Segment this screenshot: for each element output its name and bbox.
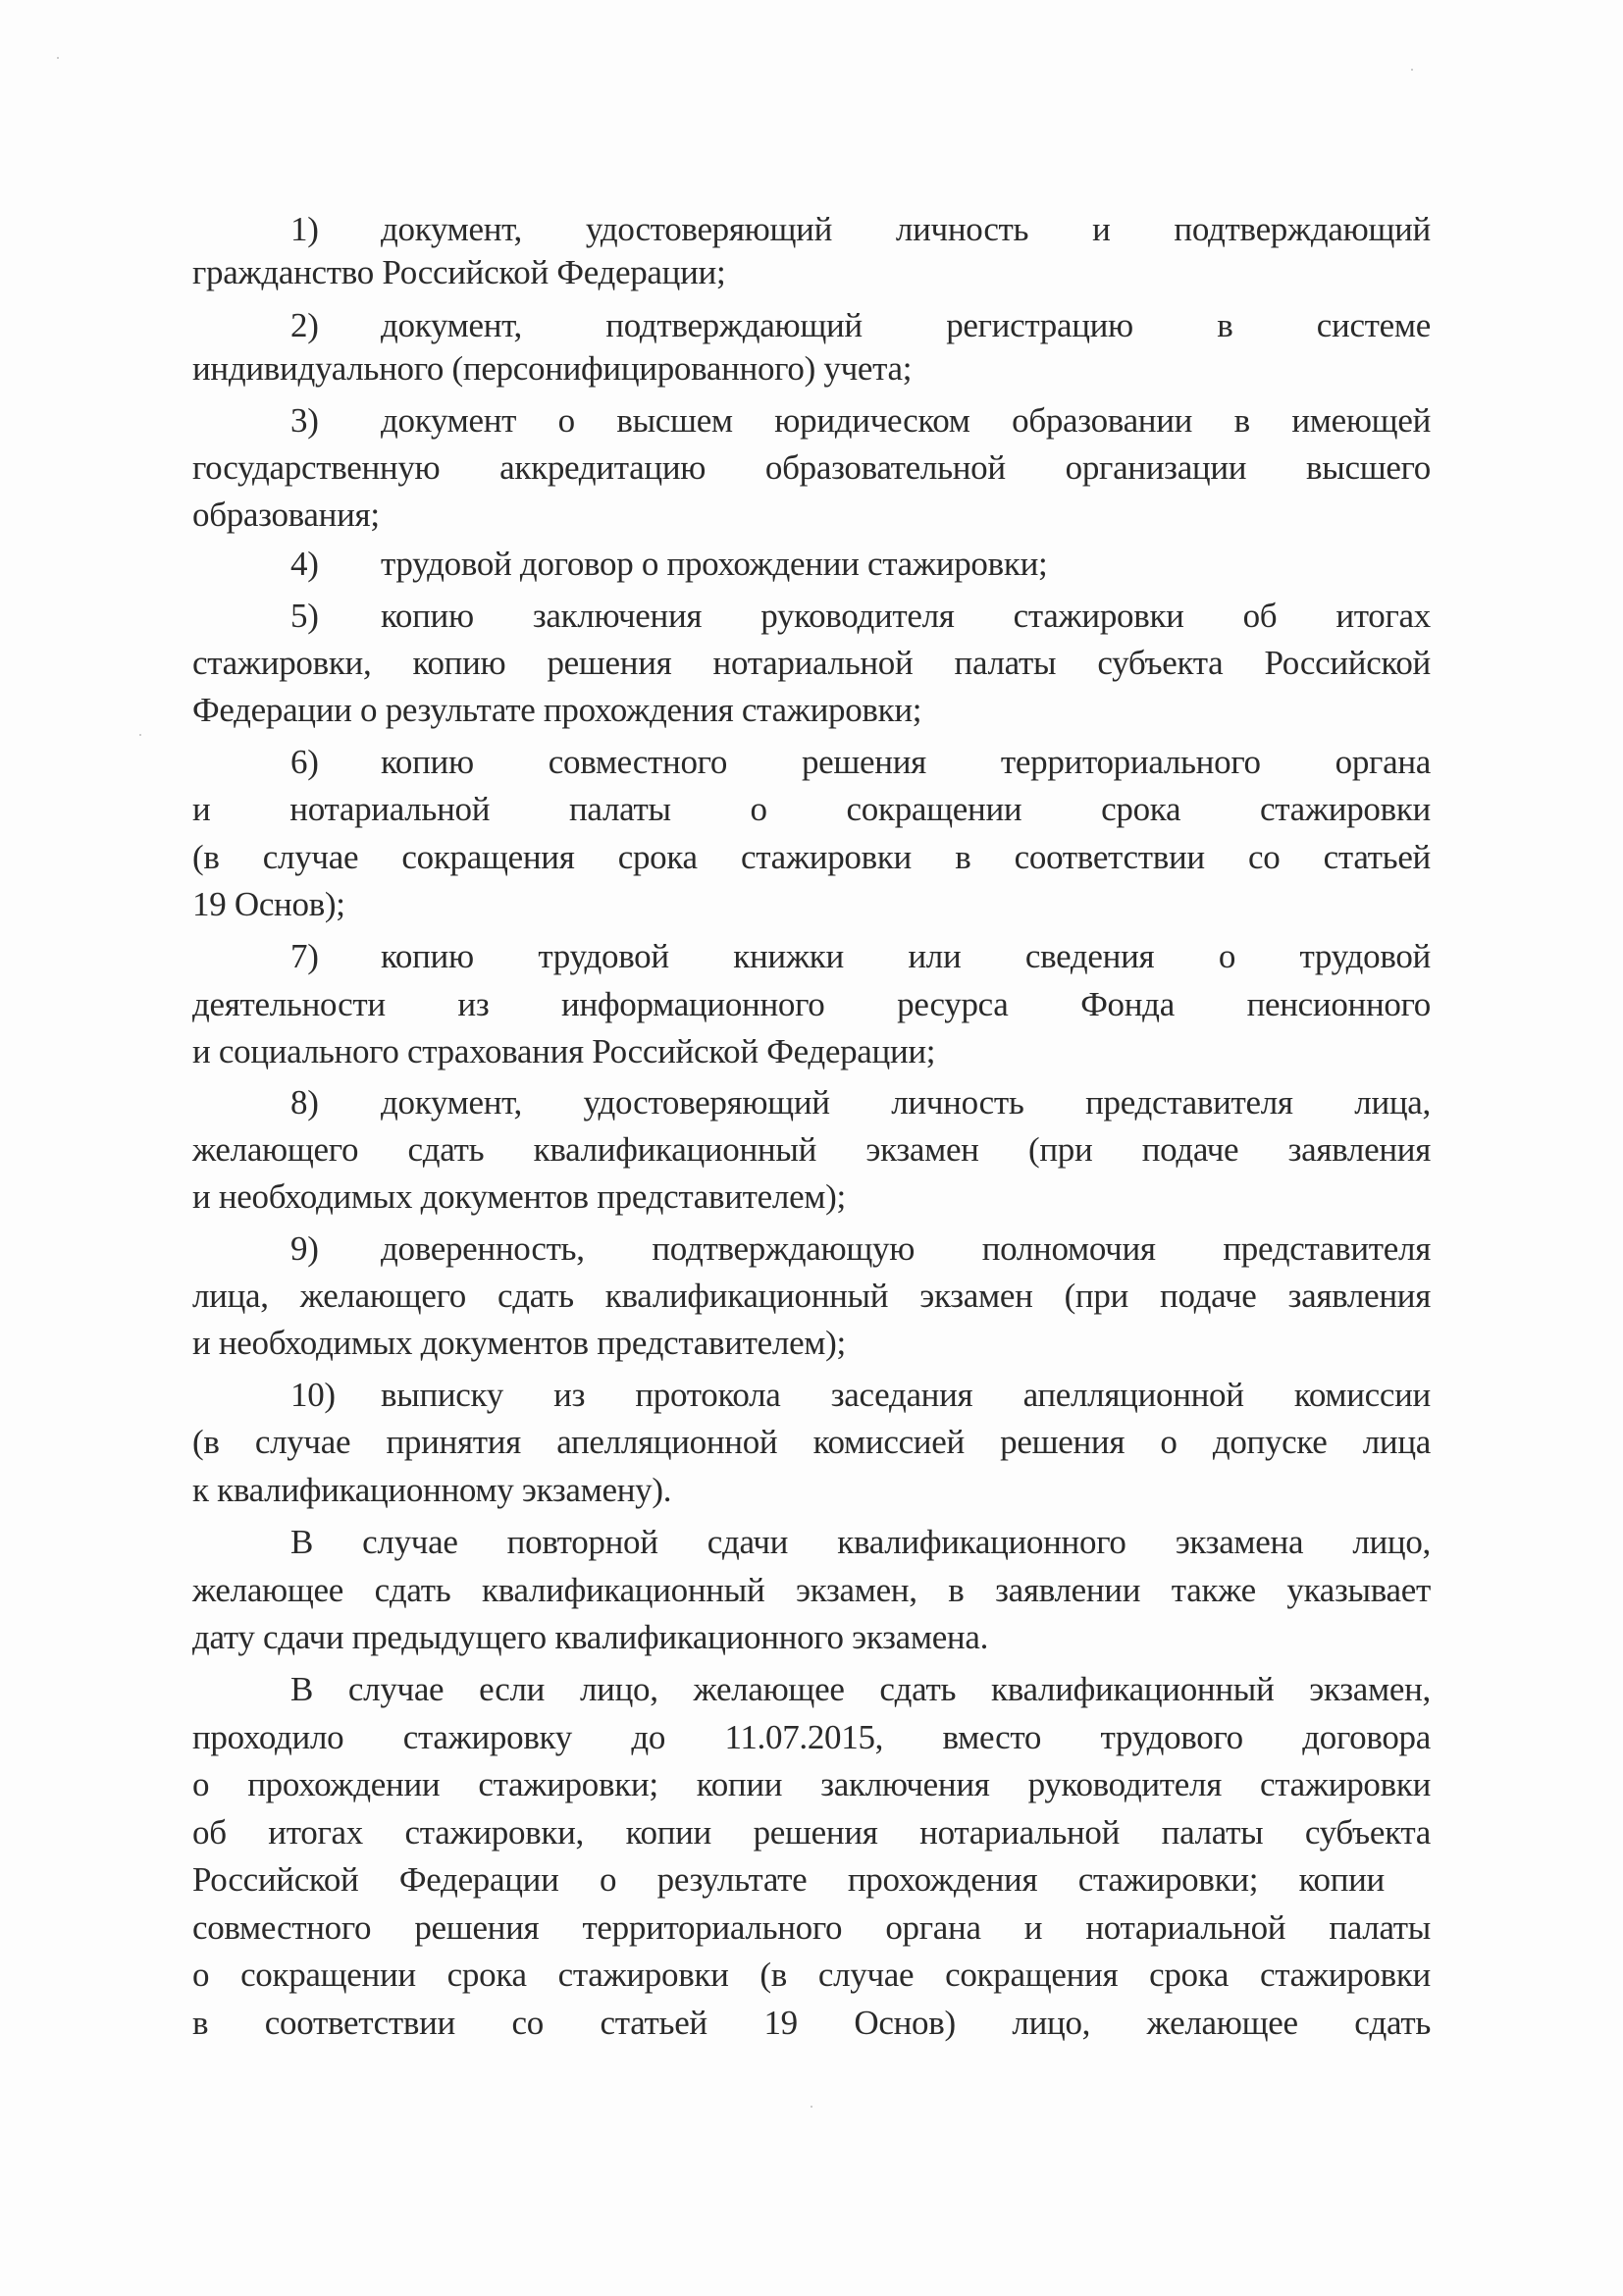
item-number: 3): [290, 401, 319, 440]
paragraph-line: проходило стажировку до 11.07.2015, вместо трудового договора: [192, 1718, 1431, 1756]
list-item-5: [290, 595, 1431, 638]
item-number: 7): [290, 937, 319, 975]
item-continuation: к квалификационному экзамену).: [192, 1471, 672, 1509]
scan-speck: [811, 2106, 812, 2108]
paragraph-1-first-line: В случае повторной сдачи квалификационного экзамена лицо,: [290, 1523, 1431, 1561]
list-item-4: [290, 543, 1431, 586]
item-text: копию совместного решения территориального органа: [381, 743, 1431, 781]
list-item-7: [290, 935, 1431, 978]
item-text: копию заключения руководителя стажировки об итогах: [381, 597, 1431, 635]
item-number: 2): [290, 306, 319, 344]
item-continuation: желающего сдать квалификационный экзамен (при подаче заявления: [192, 1130, 1431, 1169]
item-continuation: государственную аккредитацию образовательной организации высшего: [192, 448, 1431, 487]
item-number: 10): [290, 1376, 336, 1414]
item-continuation: (в случае сокращения срока стажировки в соответствии со статьей: [192, 838, 1431, 876]
item-continuation: 19 Основ);: [192, 885, 345, 923]
item-continuation: и необходимых документов представителем);: [192, 1324, 846, 1362]
item-text: документ, удостоверяющий личность и подтверждающий: [381, 210, 1431, 248]
paragraph-line: в соответствии со статьей 19 Основ) лицо, желающее сдать: [192, 2004, 1431, 2042]
item-continuation: и социального страхования Российской Федерации;: [192, 1032, 936, 1070]
item-text: документ о высшем юридическом образовании в имеющей: [381, 401, 1431, 440]
list-item-6: [290, 741, 1431, 784]
paragraph-line: желающее сдать квалификационный экзамен, в заявлении также указывает: [192, 1571, 1431, 1609]
list-item-9: [290, 1227, 1431, 1271]
paragraph-line: о сокращении срока стажировки (в случае сокращения срока стажировки: [192, 1956, 1431, 1994]
scan-speck: [57, 57, 59, 59]
paragraph-line: о прохождении стажировки; копии заключения руководителя стажировки: [192, 1765, 1431, 1803]
paragraph-line: Российской Федерации о результате прохождения стажировки; копии: [192, 1860, 1385, 1899]
item-number: 8): [290, 1083, 319, 1122]
item-continuation: стажировки, копию решения нотариальной палаты субъекта Российской: [192, 644, 1431, 682]
item-continuation: (в случае принятия апелляционной комиссией решения о допуске лица: [192, 1423, 1431, 1461]
scan-speck: [139, 734, 141, 736]
item-continuation: Федерации о результате прохождения стажировки;: [192, 691, 922, 729]
list-item-2: [290, 304, 1431, 347]
item-continuation: индивидуального (персонифицированного) учета;: [192, 349, 913, 388]
item-text: выписку из протокола заседания апелляционной комиссии: [381, 1376, 1431, 1414]
item-continuation: деятельности из информационного ресурса Фонда пенсионного: [192, 985, 1431, 1023]
scan-speck: [1411, 69, 1413, 71]
item-number: 5): [290, 597, 319, 635]
list-item-1: [290, 208, 1431, 251]
item-number: 9): [290, 1229, 319, 1268]
paragraph-line: дату сдачи предыдущего квалификационного экзамена.: [192, 1618, 989, 1656]
item-continuation: образования;: [192, 496, 380, 534]
item-number: 6): [290, 743, 319, 781]
item-continuation: лица, желающего сдать квалификационный экзамен (при подаче заявления: [192, 1277, 1431, 1315]
list-item-8: [290, 1081, 1431, 1124]
item-number: 4): [290, 545, 319, 583]
paragraph-line: совместного решения территориального органа и нотариальной палаты: [192, 1908, 1431, 1947]
item-text: доверенность, подтверждающую полномочия представителя: [381, 1229, 1431, 1268]
item-continuation: и необходимых документов представителем);: [192, 1177, 846, 1216]
paragraph-2-first-line: В случае если лицо, желающее сдать квалификационный экзамен,: [290, 1670, 1431, 1708]
item-text: документ, подтверждающий регистрацию в системе: [381, 306, 1431, 344]
item-text: трудовой договор о прохождении стажировки;: [381, 545, 1048, 583]
list-item-3: [290, 399, 1431, 443]
item-number: 1): [290, 210, 319, 248]
item-continuation: и нотариальной палаты о сокращении срока стажировки: [192, 790, 1431, 828]
item-continuation: гражданство Российской Федерации;: [192, 253, 726, 291]
item-text: копию трудовой книжки или сведения о трудовой: [381, 937, 1431, 975]
list-item-10: [290, 1374, 1431, 1417]
item-text: документ, удостоверяющий личность представителя лица,: [381, 1083, 1431, 1122]
paragraph-line: об итогах стажировки, копии решения нотариальной палаты субъекта: [192, 1813, 1431, 1852]
